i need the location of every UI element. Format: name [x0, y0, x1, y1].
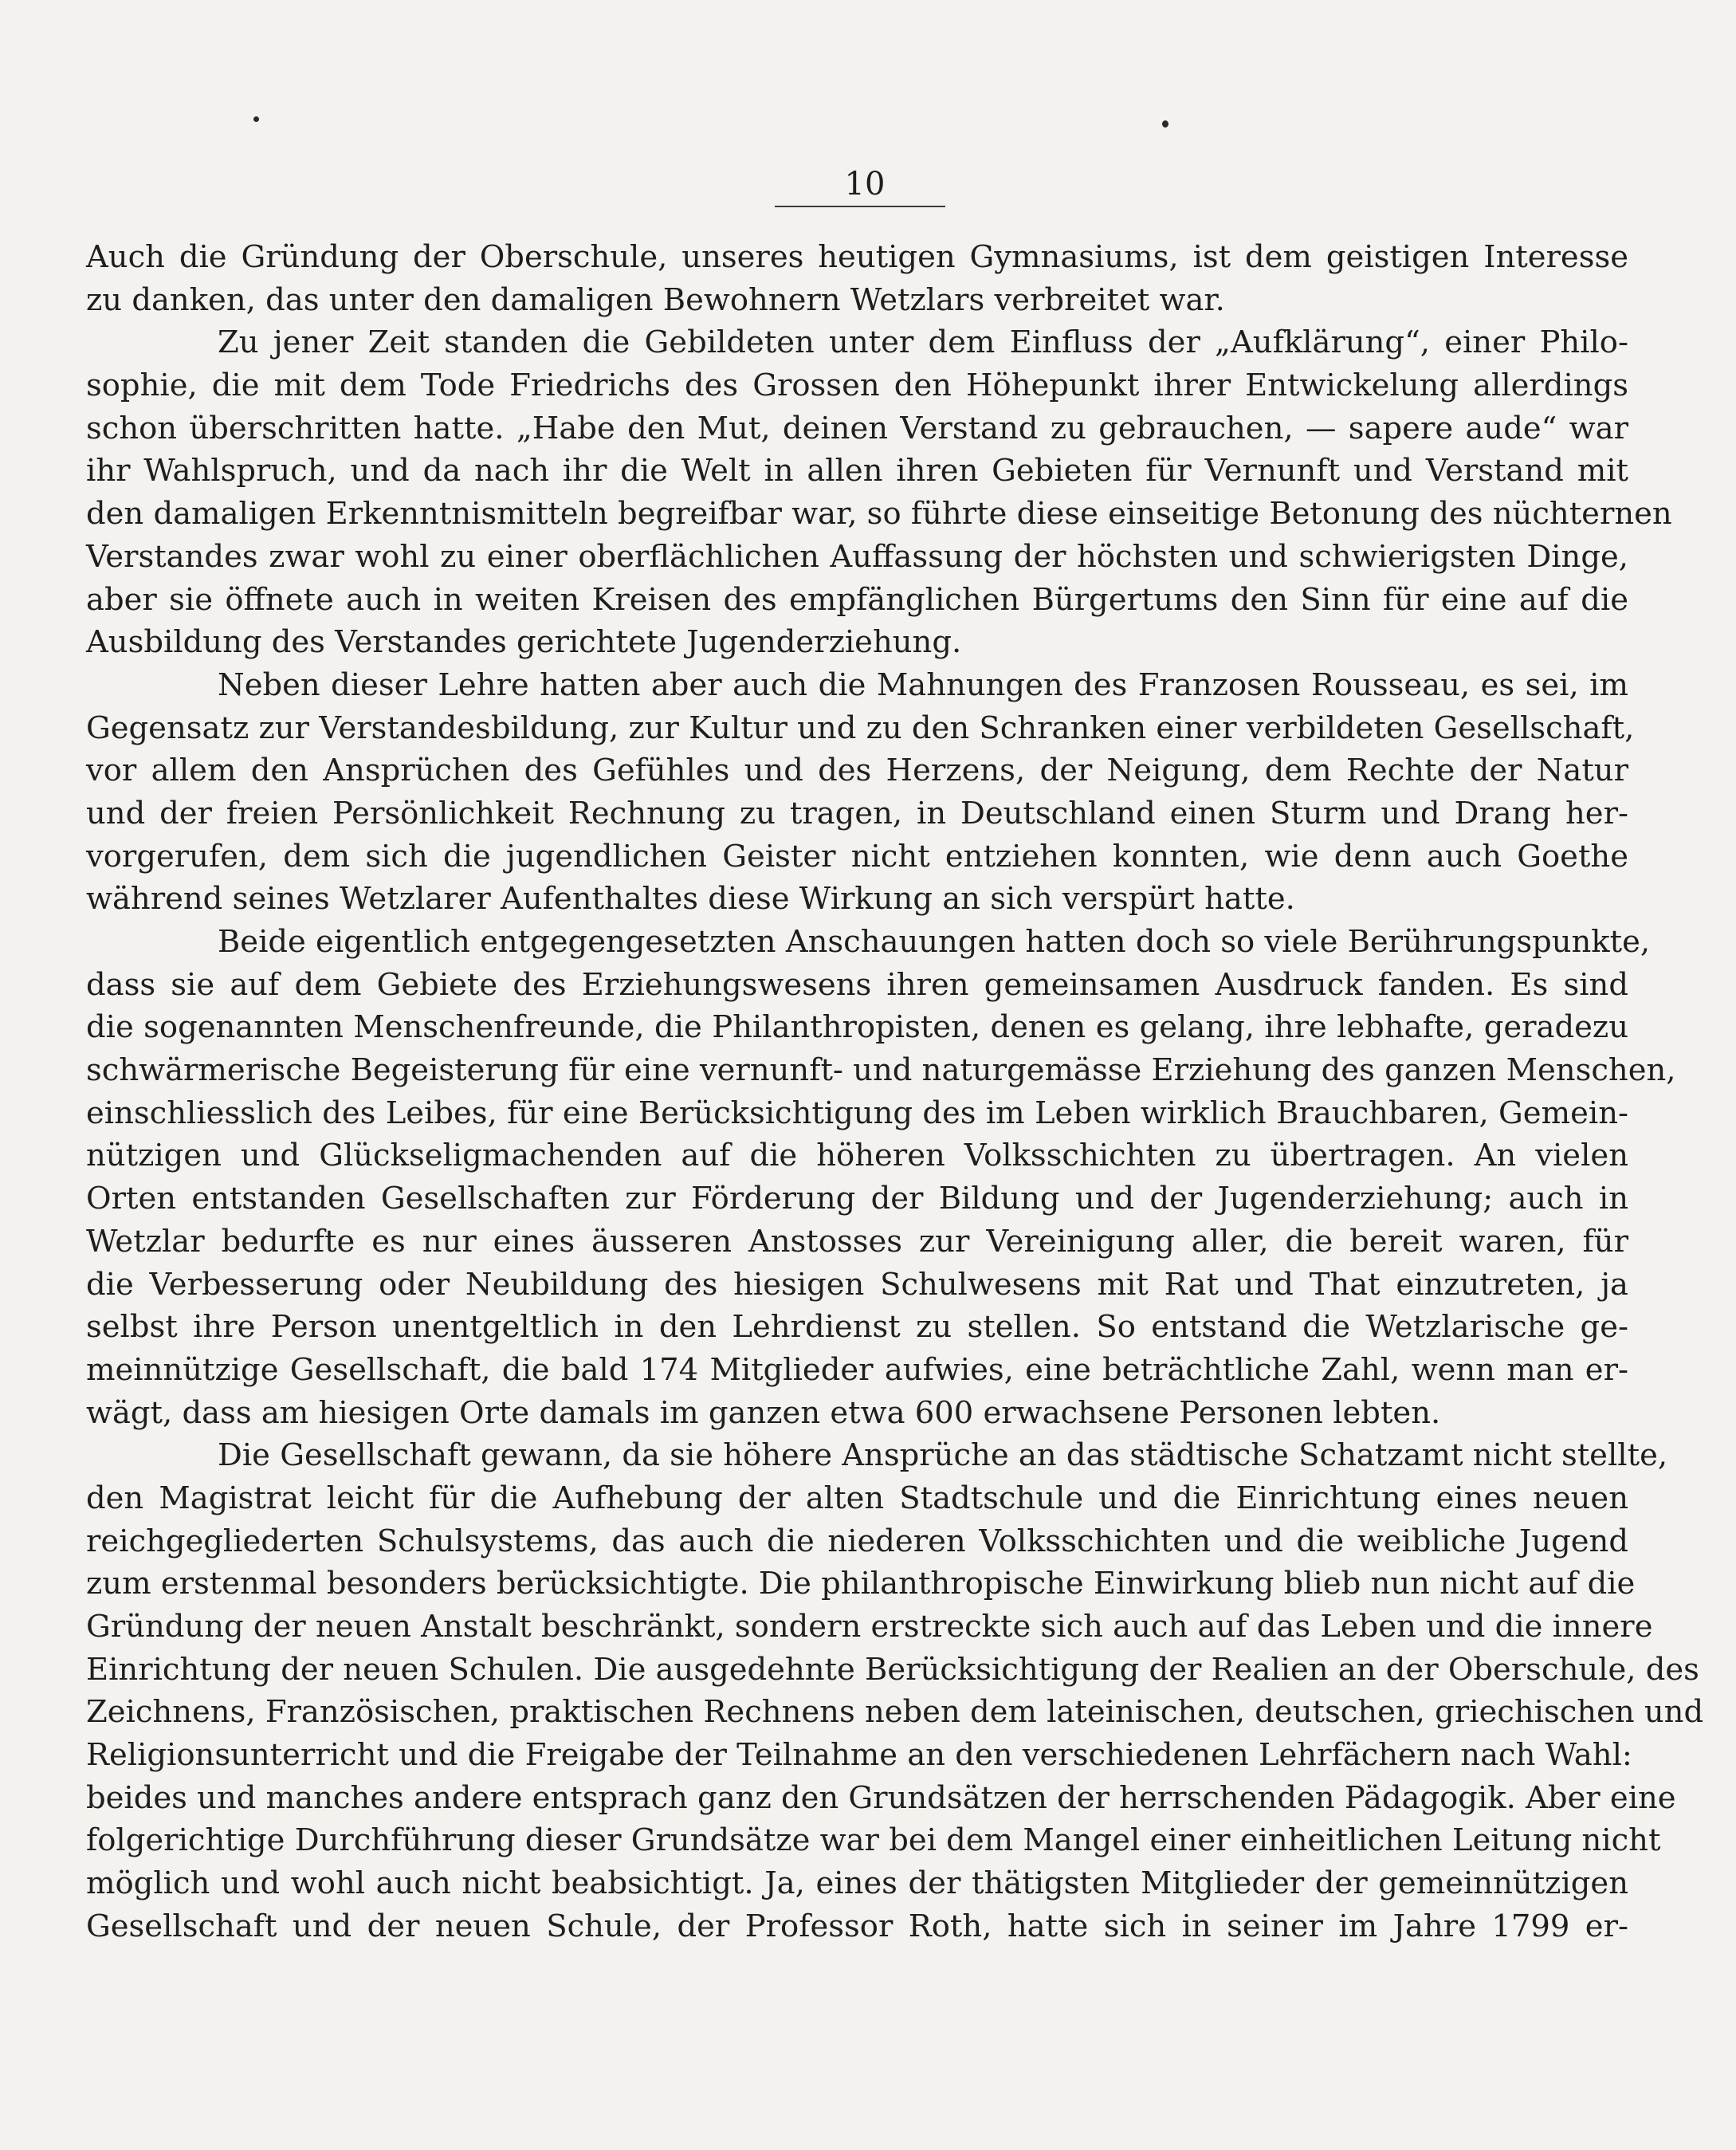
text-line: Orten entstanden Gesellschaften zur Förderung der Bildung und der Jugenderziehung; auch in [86, 1181, 1628, 1217]
text-line: den damaligen Erkenntnismitteln begreifbar war, so führte diese einseitige Betonung des nüchternen [86, 496, 1672, 533]
text-line: sophie, die mit dem Tode Friedrichs des Grossen den Höhepunkt ihrer Entwickelung allerdings [86, 368, 1628, 404]
text-line: Gesellschaft und der neuen Schule, der Professor Roth, hatte sich in seiner im Jahre 1799 er- [86, 1908, 1628, 1944]
text-line: zu danken, das unter den damaligen Bewohnern Wetzlars verbreitet war. [86, 281, 1225, 318]
text-line: den Magistrat leicht für die Aufhebung der alten Stadtschule und die Einrichtung eines neuen [86, 1480, 1628, 1516]
text-line: beides und manches andere entsprach ganz den Grundsätzen der herrschenden Pädagogik. Aber eine [86, 1779, 1676, 1816]
text-line: Wetzlar bedurfte es nur eines äusseren Anstosses zur Vereinigung aller, die bereit waren, für [86, 1223, 1628, 1260]
scan-speck [1162, 120, 1168, 128]
text-line: zum erstenmal besonders berücksichtigte. Die philanthropische Einwirkung blieb nun nicht auf die [86, 1566, 1636, 1602]
text-line: Verstandes zwar wohl zu einer oberflächlichen Auffassung der höchsten und schwierigsten Dinge, [86, 538, 1628, 575]
text-line: nützigen und Glückseligmachenden auf die höheren Volksschichten zu übertragen. An vielen [86, 1138, 1628, 1174]
text-line: ihr Wahlspruch, und da nach ihr die Welt in allen ihren Gebieten für Vernunft und Verstand mit [86, 453, 1628, 489]
text-line: die Verbesserung oder Neubildung des hiesigen Schulwesens mit Rat und That einzutreten, ja [86, 1266, 1628, 1303]
text-line: Zeichnens, Französischen, praktischen Rechnens neben dem lateinischen, deutschen, griechischen und [86, 1694, 1704, 1731]
body-text [86, 236, 1704, 1948]
text-line: meinnützige Gesellschaft, die bald 174 Mitglieder aufwies, eine beträchtliche Zahl, wenn man er- [86, 1351, 1628, 1388]
text-line: und der freien Persönlichkeit Rechnung zu tragen, in Deutschland einen Sturm und Drang her- [86, 795, 1628, 831]
text-line: möglich und wohl auch nicht beabsichtigt. Ja, eines der thätigsten Mitglieder der gemeinnützigen [86, 1865, 1628, 1902]
text-line: während seines Wetzlarer Aufenthaltes diese Wirkung an sich verspürt hatte. [86, 881, 1295, 918]
text-line: Ausbildung des Verstandes gerichtete Jugenderziehung. [86, 624, 962, 661]
text-line: reichgegliederten Schulsystems, das auch die niederen Volksschichten und die weibliche Jugend [86, 1523, 1628, 1559]
text-line: Gegensatz zur Verstandesbildung, zur Kultur und zu den Schranken einer verbildeten Gesellschaft, [86, 709, 1635, 746]
text-line: schon überschritten hatte. „Habe den Mut, deinen Verstand zu gebrauchen, — sapere aude“ war [86, 410, 1628, 446]
text-line: Auch die Gründung der Oberschule, unseres heutigen Gymnasiums, ist dem geistigen Interesse [86, 239, 1628, 275]
text-line: Gründung der neuen Anstalt beschränkt, sondern erstreckte sich auch auf das Leben und die innere [86, 1609, 1653, 1645]
text-line: Die Gesellschaft gewann, da sie höhere Ansprüche an das städtische Schatzamt nicht stellte, [218, 1437, 1668, 1474]
page-number: 10 [844, 166, 886, 202]
text-line: Einrichtung der neuen Schulen. Die ausgedehnte Berücksichtigung der Realien an der Oberschule, des [86, 1651, 1699, 1688]
text-line: schwärmerische Begeisterung für eine vernunft- und naturgemässe Erziehung des ganzen Menschen, [86, 1052, 1676, 1089]
text-line: folgerichtige Durchführung dieser Grundsätze war bei dem Mangel einer einheitlichen Leitung nicht [86, 1822, 1661, 1859]
text-line: wägt, dass am hiesigen Orte damals im ganzen etwa 600 erwachsene Personen lebten. [86, 1394, 1441, 1431]
scan-speck [253, 116, 259, 122]
text-line: vor allem den Ansprüchen des Gefühles und des Herzens, der Neigung, dem Rechte der Natur [86, 753, 1628, 789]
text-line: einschliesslich des Leibes, für eine Berücksichtigung des im Leben wirklich Brauchbaren, Gemein- [86, 1095, 1628, 1131]
text-line: vorgerufen, dem sich die jugendlichen Geister nicht entziehen konnten, wie denn auch Goethe [86, 838, 1628, 875]
text-line: aber sie öffnete auch in weiten Kreisen des empfänglichen Bürgertums den Sinn für eine auf die [86, 581, 1628, 618]
text-line: dass sie auf dem Gebiete des Erziehungswesens ihren gemeinsamen Ausdruck fanden. Es sind [86, 966, 1628, 1003]
page-number-rule [775, 206, 945, 207]
text-line: Beide eigentlich entgegengesetzten Anschauungen hatten doch so viele Berührungspunkte, [218, 924, 1651, 960]
text-line: Neben dieser Lehre hatten aber auch die Mahnungen des Franzosen Rousseau, es sei, im [218, 666, 1628, 703]
text-line: die sogenannten Menschenfreunde, die Philanthropisten, denen es gelang, ihre lebhafte, geradezu [86, 1009, 1628, 1046]
text-line: selbst ihre Person unentgeltlich in den Lehrdienst zu stellen. So entstand die Wetzlarische ge- [86, 1309, 1628, 1346]
text-line: Zu jener Zeit standen die Gebildeten unter dem Einfluss der „Aufklärung“, einer Philo- [218, 324, 1628, 361]
text-line: Religionsunterricht und die Freigabe der Teilnahme an den verschiedenen Lehrfächern nach Wahl: [86, 1737, 1632, 1774]
